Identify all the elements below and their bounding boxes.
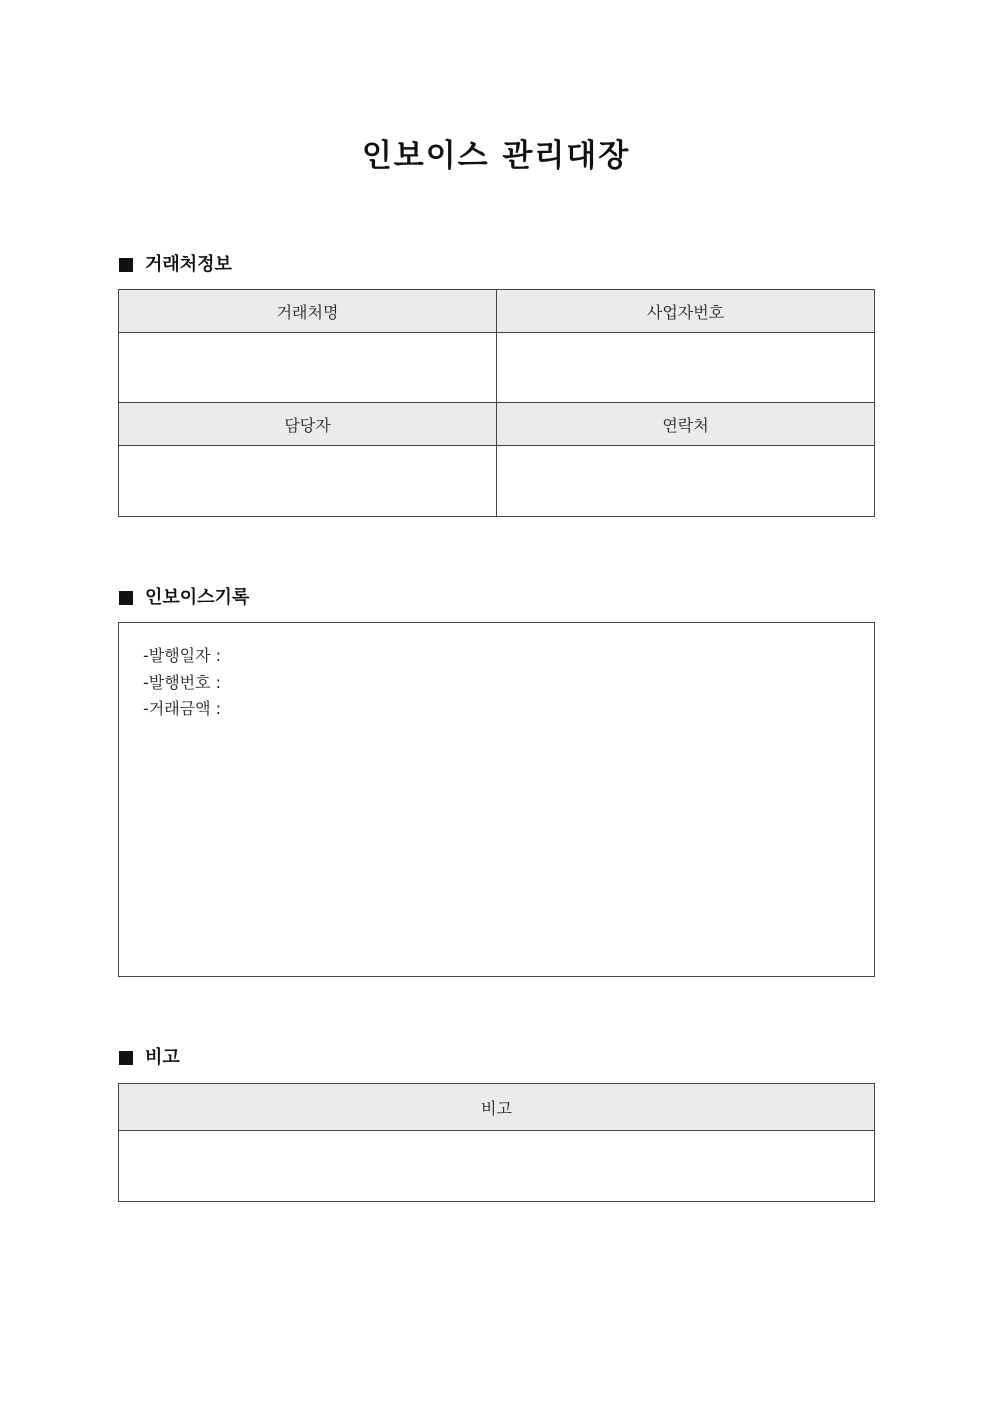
business-number-cell[interactable]: [497, 333, 875, 403]
notes-header-row: [119, 1084, 875, 1131]
company-name-cell[interactable]: [119, 333, 497, 403]
invoice-record-lines: [143, 643, 221, 723]
invoice-section-heading: [119, 586, 249, 610]
contact-person-header: 담당자: [119, 403, 497, 446]
page-title: 인보이스 관리대장: [361, 138, 631, 174]
issue-number-line: -발행번호 :: [143, 672, 222, 692]
invoice-record-box[interactable]: [118, 622, 875, 977]
invoice-section-heading-label: 인보이스기록: [145, 587, 250, 608]
notes-value-row: [119, 1131, 875, 1202]
client-section-heading: [119, 253, 232, 277]
contact-header-row: [119, 403, 875, 446]
square-bullet-icon: [119, 1051, 133, 1065]
company-name-header: 거래처명: [119, 290, 497, 333]
business-number-header: 사업자번호: [497, 290, 875, 333]
client-header-row: [119, 290, 875, 333]
notes-section-heading-label: 비고: [145, 1047, 180, 1068]
client-value-row: [119, 333, 875, 403]
square-bullet-icon: [119, 591, 133, 605]
client-section-heading-label: 거래처정보: [145, 254, 232, 275]
client-info-table: [118, 289, 875, 517]
contact-info-header: 연락처: [497, 403, 875, 446]
notes-section-heading: [119, 1046, 180, 1070]
issue-date-line: -발행일자 :: [143, 646, 222, 665]
contact-info-cell[interactable]: [497, 446, 875, 517]
contact-value-row: [119, 446, 875, 517]
notes-header: 비고: [119, 1084, 875, 1131]
notes-table: [118, 1083, 875, 1202]
contact-person-cell[interactable]: [119, 446, 497, 517]
square-bullet-icon: [119, 258, 133, 272]
transaction-amount-line: -거래금액 :: [143, 699, 222, 718]
notes-cell[interactable]: [119, 1131, 875, 1202]
